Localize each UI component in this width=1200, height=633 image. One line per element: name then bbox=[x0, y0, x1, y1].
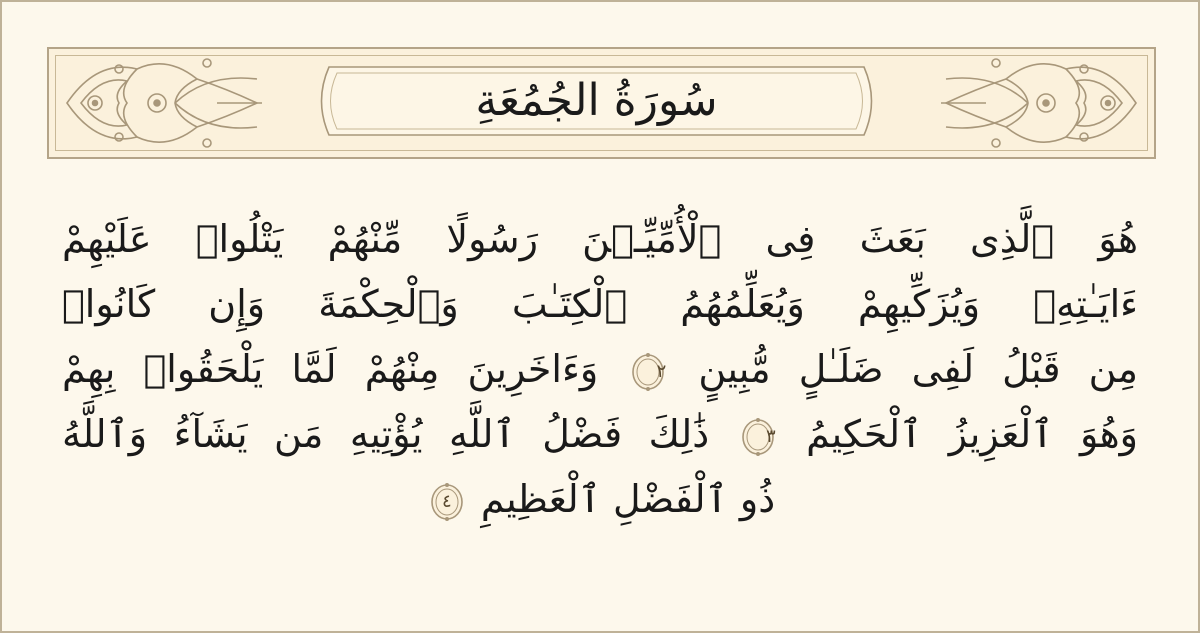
left-ornament-icon bbox=[57, 49, 267, 157]
verse-line-4 bbox=[62, 402, 1138, 467]
verse-text: وَهُوَ ٱلْعَزِيزُ ٱلْحَكِيمُ bbox=[806, 412, 1138, 456]
verse-text: وَءَاخَرِينَ مِنْهُمْ لَمَّا يَلْحَقُوا۟ بِهِمْ bbox=[62, 347, 599, 391]
verse-line-5 bbox=[62, 467, 1138, 532]
ayah-marker bbox=[630, 352, 666, 392]
verse-line-2: ءَايَـٰتِهِۦ وَيُزَكِّيهِمْ وَيُعَلِّمُهُمُ ٱلْكِتَـٰبَ وَٱلْحِكْمَةَ وَإِن كَانُوا۟ bbox=[62, 282, 1138, 326]
verse-text: مِن قَبْلُ لَفِى ضَلَـٰلٍ مُّبِينٍ bbox=[698, 347, 1138, 391]
surah-header-banner bbox=[47, 47, 1156, 159]
surah-title: سُورَةُ الجُمُعَةِ bbox=[475, 75, 718, 126]
ayah-number: ٣ bbox=[766, 425, 776, 447]
verses-block bbox=[62, 207, 1138, 532]
ayah-marker bbox=[429, 482, 465, 522]
verse-text: ذُو ٱلْفَضْلِ ٱلْعَظِيمِ bbox=[480, 477, 776, 521]
right-ornament-icon bbox=[936, 49, 1146, 157]
surah-title-cartouche bbox=[299, 63, 894, 139]
verse-line-1: هُوَ ٱلَّذِى بَعَثَ فِى ٱلْأُمِّيِّـۧنَ رَسُولًا مِّنْهُمْ يَتْلُوا۟ عَلَيْهِمْ bbox=[62, 217, 1138, 261]
ayah-number: ٢ bbox=[656, 360, 667, 382]
verse-text: ذَٰلِكَ فَضْلُ ٱللَّهِ يُؤْتِيهِ مَن يَشَآءُ وَٱللَّهُ bbox=[62, 412, 710, 456]
ayah-marker bbox=[740, 417, 776, 457]
ayah-number: ٤ bbox=[441, 490, 452, 512]
verse-line-3 bbox=[62, 337, 1138, 402]
